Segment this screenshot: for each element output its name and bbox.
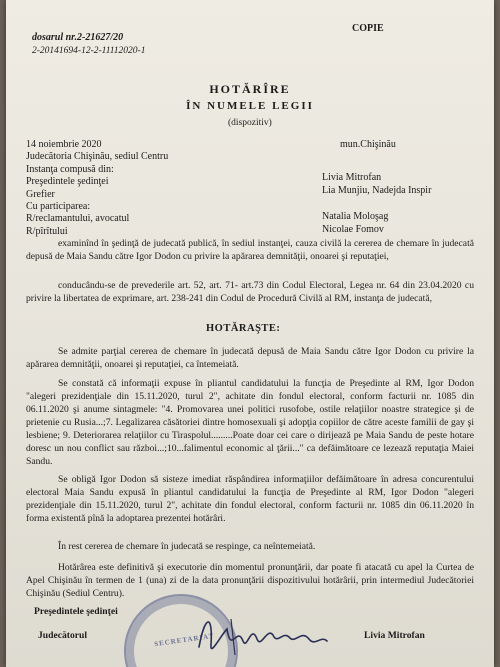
paragraph-defamation-finding: Se constată că informaţii expuse în pliantul candidatului la funcţia de Preşedinte al RM, Igor Dodon "alegeri prezidenţiale din 15.11.2020, turul 2", achitate din fondul electoral, conform facturii nr. 1085 din 06.11.2020 şi anume sintagmele: "4. Promovarea unei politici rusofobe, ostile relaţiilor noastre strategice şi de prietenie cu Rusia...;7. Legalizarea căsătoriei dintre homosexuali şi adopţia copiilor de către aceste familii de gay şi lesbiene; 9. Deteriorarea relaţiilor cu Tiraspolul.........Poate doar cei care o dirijează pe Maia Sandu de peste hotare doresc un nou conflict sau război...;10...falimentul economic al ţării..." ca defăimătoare ce lezează reputaţia Maiei Sandu.	[26, 378, 474, 467]
decides-heading: HOTĂRAŞTE:	[206, 323, 281, 334]
document-page	[6, 0, 494, 667]
judge-signature-label: Judecătorul	[38, 630, 88, 641]
presiding-signature-label: Preşedintele şedinţei	[34, 606, 118, 617]
paragraph-partial-admission: Se admite parţial cererea de chemare în judecată depusă de Maia Sandu către Igor Dodon cu privire la apărarea demnităţii, onoarei şi reputaţiei, ca întemeiată.	[26, 346, 474, 370]
plaintiff-lawyer-name: Natalia Moloşag	[322, 211, 389, 222]
handwritten-signature	[191, 605, 331, 665]
stamp-text: SECRETARIAT	[153, 631, 215, 649]
copy-mark: COPIE	[352, 23, 384, 34]
defendant-lawyer-name: Nicolae Fomov	[322, 224, 384, 235]
clerk-names: Lia Munjiu, Nadejda Inspir	[322, 185, 432, 196]
panel-label: Instanţa compusă din:	[26, 164, 114, 175]
case-code: 2-20141694-12-2-11112020-1	[32, 46, 146, 56]
paragraph-obligation: Se obligă Igor Dodon să sisteze imediat răspândirea informaţiilor defăimătoare în adresa concurentului electoral Maia Sandu expusă în pliantul candidatului la funcţia de Preşedinte al RM, Igor Dodon "alegeri prezidenţiale din 15.11.2020, turul 2", achitate din fondul electoral, conform facturii nr. 1085 din 06.11.2020 în forma existentă pînă la adoptarea prezentei hotărâri.	[26, 474, 474, 524]
decision-date: 14 noiembrie 2020	[26, 139, 102, 150]
dispozitiv-label: (dispozitiv)	[228, 118, 272, 128]
decision-city: mun.Chişinău	[340, 139, 396, 150]
paragraph-rest-rejected: În rest cererea de chemare în judecată se respinge, ca neîntemeiată.	[58, 541, 316, 552]
document-subtitle: ÎN NUMELE LEGII	[186, 100, 314, 112]
clerk-label: Grefier	[26, 189, 55, 200]
paragraph-appeal: Hotărârea este definitivă şi executorie din momentul pronunţării, dar poate fi atacată cu apel la Curtea de Apel Chişinău în termen de 1 (una) zi de la data pronunţării dispozitivului hotărârii, prin intermediul Judecătoriei Chişinău (Sediul Centru).	[26, 562, 474, 599]
presiding-judge-name: Livia Mitrofan	[322, 172, 382, 183]
court-name: Judecătoria Chişinău, sediul Centru	[26, 151, 169, 162]
paragraph-legal-basis: conducându-se de prevederile art. 52, art. 71- art.73 din Codul Electoral, Legea nr. 64 din 23.04.2020 cu privire la libertatea de exprimare, art. 238-241 din Codul de Procedură Civilă al RM, instanţa de judecată,	[26, 280, 474, 304]
document-title: HOTĂRÎRE	[209, 82, 291, 96]
presiding-judge-label: Preşedintele şedinţei	[26, 176, 109, 187]
paragraph-examining: examinînd în şedinţă de judecată publică, în sediul instanţei, cauza civilă la cererea de chemare în judecată depusă de Maia Sandu către Igor Dodon cu privire la apărarea demnităţii, onoarei şi reputaţiei,	[26, 238, 474, 262]
defendant-label: R/pîrîtului	[26, 226, 68, 237]
participation-label: Cu participarea:	[26, 201, 91, 212]
case-number: dosarul nr.2-21627/20	[32, 32, 124, 43]
judge-name: Livia Mitrofan	[364, 630, 425, 641]
plaintiff-lawyer-label: R/reclamantului, avocatul	[26, 213, 130, 224]
